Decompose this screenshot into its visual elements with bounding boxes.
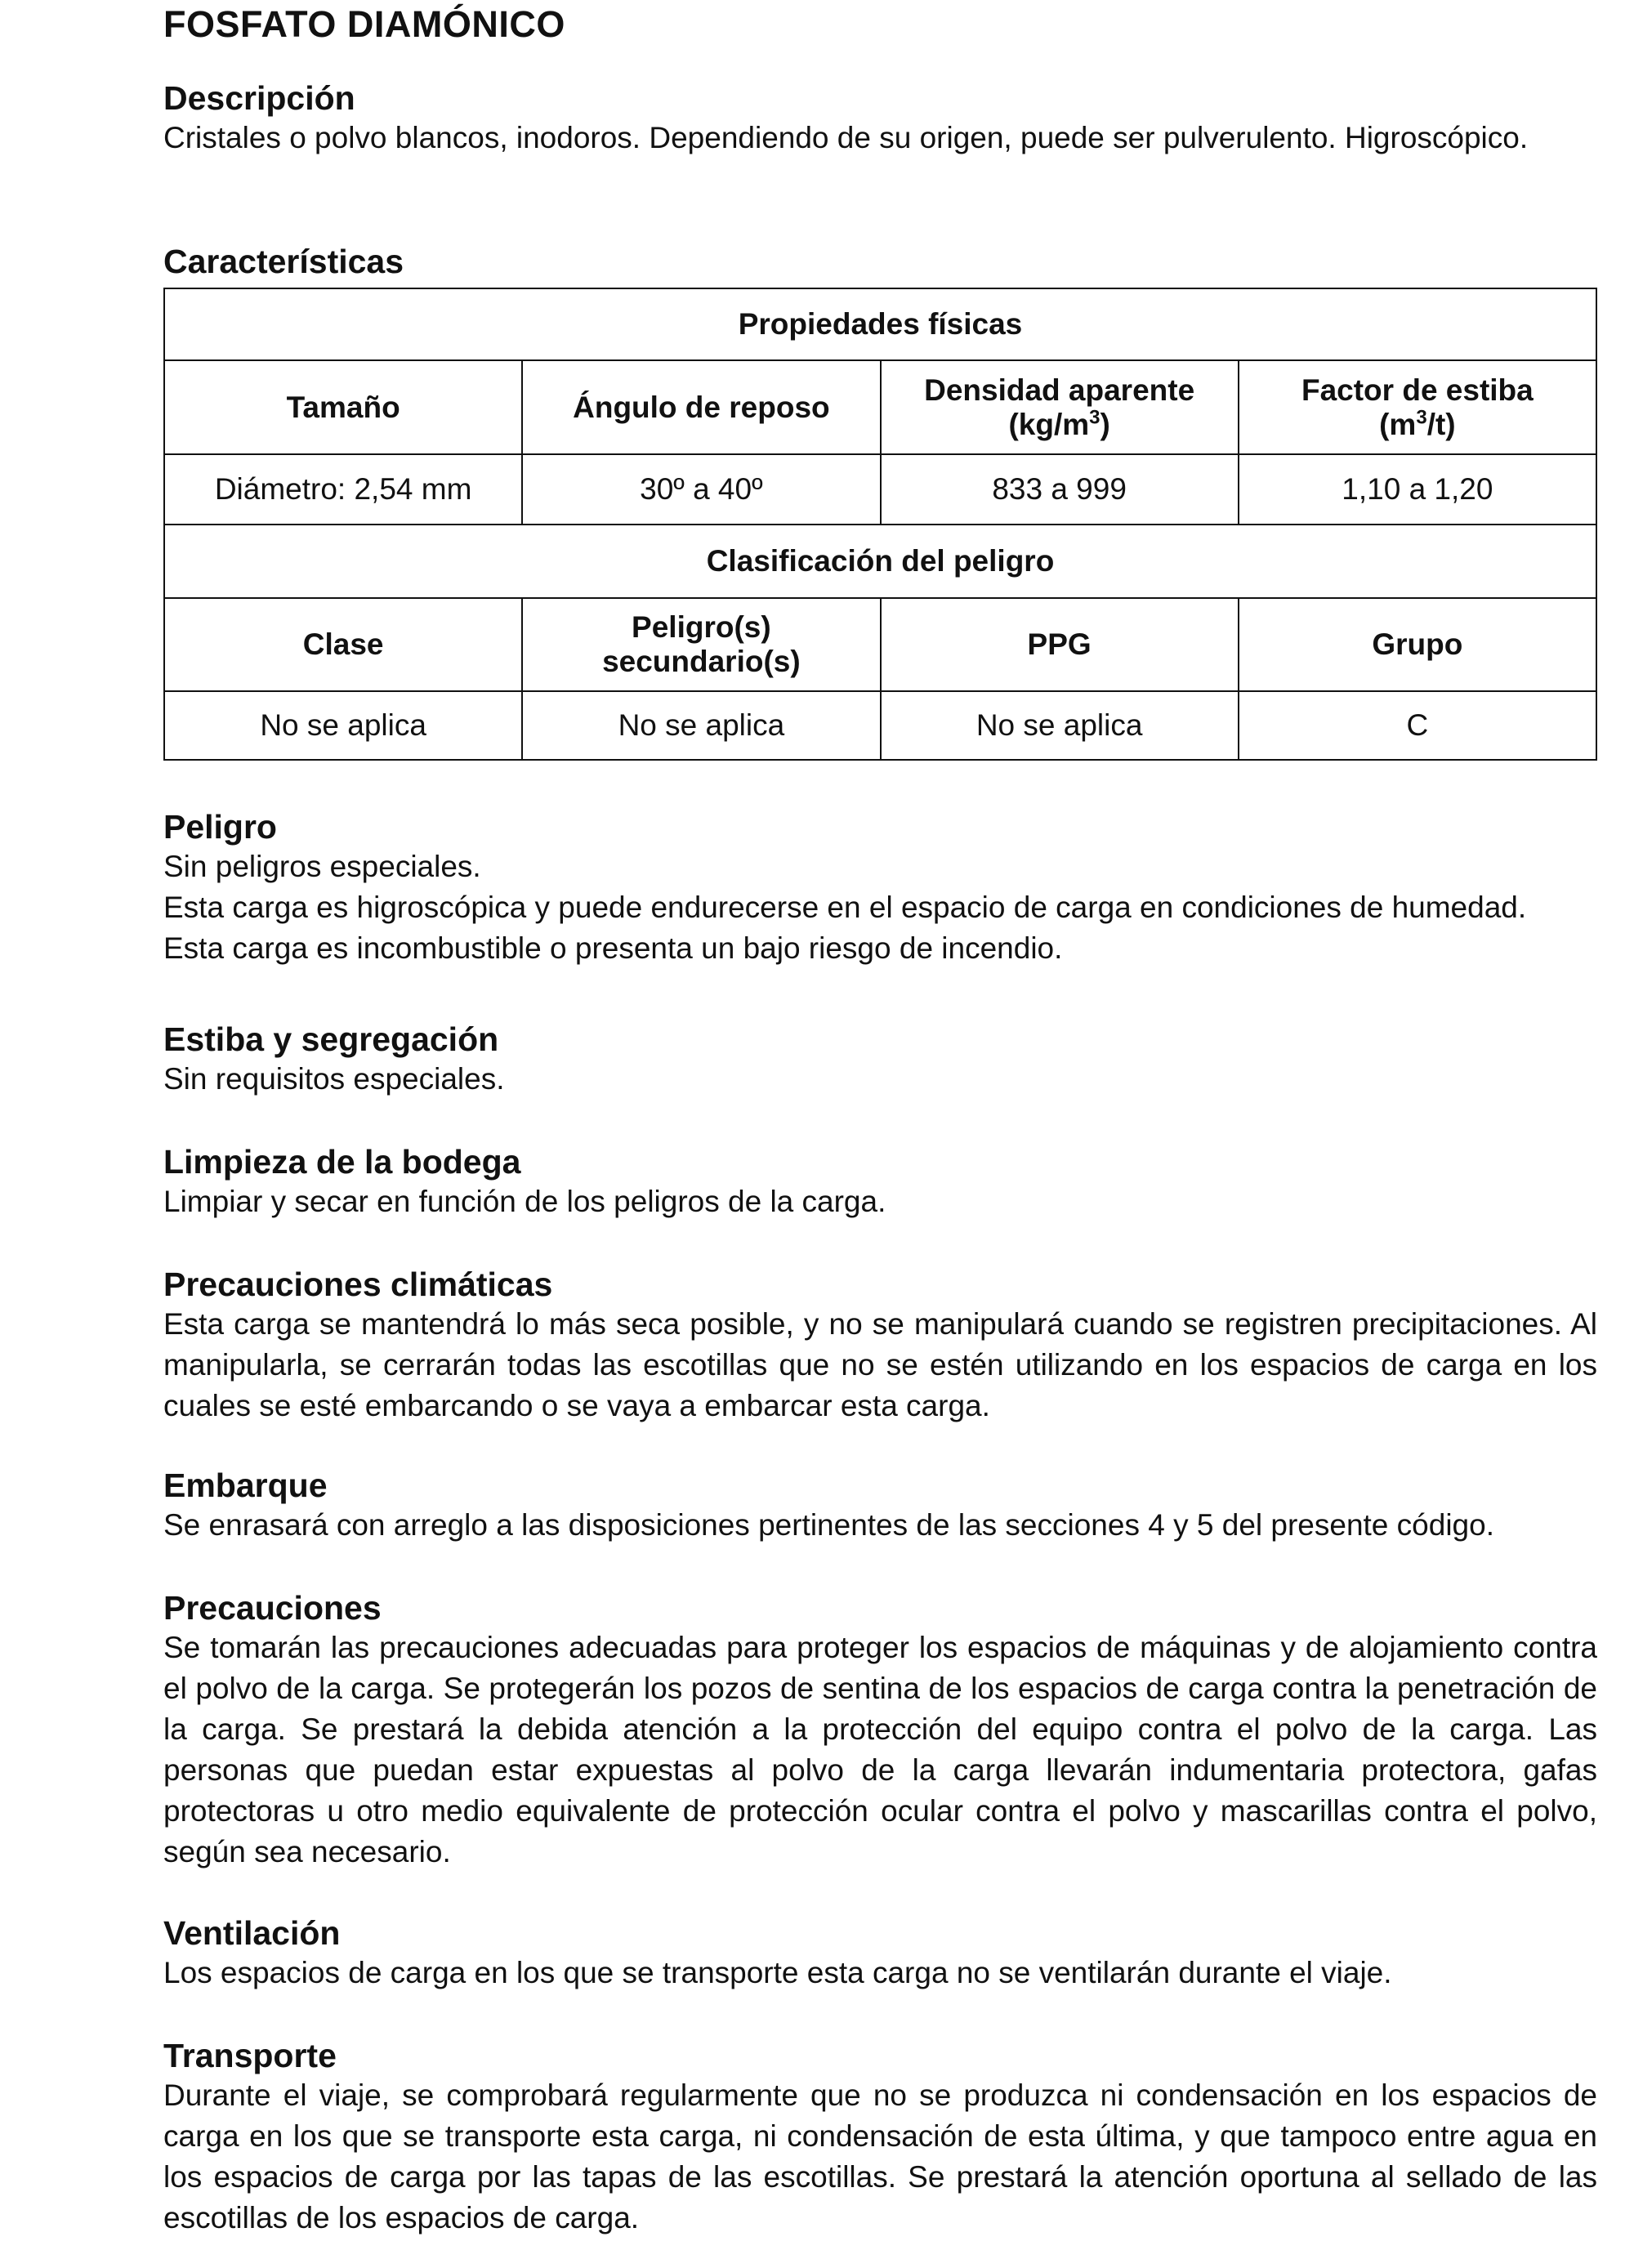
value-secondary: No se aplica xyxy=(522,691,880,760)
section-text: Durante el viaje, se comprobará regularmente que no se produzca ni condensación en los espacios de carga en los que se transporte esta carga, ni condensación de esta última, y que tampoco entre agua en los espacios de carga por las tapas de las escotillas. Se prestará la atención oportuna al sellado de las escotillas de los espacios de carga. xyxy=(163,2078,1597,2235)
document-title: FOSFATO DIAMÓNICO xyxy=(163,3,565,45)
section-transporte xyxy=(163,2036,1597,2239)
section-line: Sin peligros especiales. xyxy=(163,850,481,883)
col-class-header: Clase xyxy=(164,598,522,691)
section-text: Los espacios de carga en los que se transporte esta carga no se ventilarán durante el viaje. xyxy=(163,1956,1392,1989)
section-heading: Estiba y segregación xyxy=(163,1020,499,1058)
section-text: Limpiar y secar en función de los peligros de la carga. xyxy=(163,1185,886,1218)
characteristics-table xyxy=(163,288,1597,761)
section-line: Esta carga es higroscópica y puede endurecerse en el espacio de carga en condiciones de humedad. xyxy=(163,891,1527,924)
section-heading: Precauciones climáticas xyxy=(163,1266,553,1303)
section-text: Se tomarán las precauciones adecuadas para proteger los espacios de máquinas y de alojamiento contra el polvo de la carga. Se protegerán los pozos de sentina de los espacios de carga contra la penetración de la carga. Se prestará la debida atención a la protección del equipo contra el polvo de la carga. Las personas que puedan estar expuestas al polvo de la carga llevarán indumentaria protectora, gafas protectoras u otro medio equivalente de protección ocular contra el polvo y mascarillas contra el polvo, según sea necesario. xyxy=(163,1631,1597,1868)
section-heading: Peligro xyxy=(163,808,277,846)
value-group: C xyxy=(1239,691,1596,760)
section-text: Esta carga se mantendrá lo más seca posible, y no se manipulará cuando se registren precipitaciones. Al manipularla, se cerrarán todas las escotillas que no se estén utilizando en los espacios de carga en los cuales se esté embarcando o se vaya a embarcar esta carga. xyxy=(163,1307,1597,1422)
col-density-header xyxy=(881,360,1239,454)
hazard-classification-header: Clasificación del peligro xyxy=(164,525,1596,598)
section-peligro xyxy=(163,807,1597,969)
value-class: No se aplica xyxy=(164,691,522,760)
value-angle: 30º a 40º xyxy=(522,454,880,525)
section-heading: Ventilación xyxy=(163,1914,341,1952)
section-ventilacion xyxy=(163,1913,1597,1993)
section-heading: Embarque xyxy=(163,1467,328,1504)
section-text: Sin requisitos especiales. xyxy=(163,1062,505,1096)
section-limpieza xyxy=(163,1142,1597,1222)
col-group-header: Grupo xyxy=(1239,598,1596,691)
section-embarque xyxy=(163,1466,1597,1546)
stowage-label: Factor de estiba xyxy=(1301,373,1534,407)
section-precauciones-climaticas xyxy=(163,1265,1597,1426)
section-heading: Características xyxy=(163,243,404,280)
stowage-unit: $(m^3/t)$ xyxy=(1379,406,1456,441)
section-text: Se enrasará con arreglo a las disposiciones pertinentes de las secciones 4 y 5 del presente código. xyxy=(163,1508,1494,1542)
section-heading: Descripción xyxy=(163,79,355,117)
value-size: Diámetro: 2,54 mm xyxy=(164,454,522,525)
density-label: Densidad aparente xyxy=(924,373,1195,407)
density-unit: $(kg/m^3)$ xyxy=(1008,406,1110,441)
col-size-header: Tamaño xyxy=(164,360,522,454)
col-ppg-header: PPG xyxy=(881,598,1239,691)
section-heading: Transporte xyxy=(163,2037,337,2074)
section-line: Esta carga es incombustible o presenta un bajo riesgo de incendio. xyxy=(163,931,1063,965)
col-stowage-header xyxy=(1239,360,1596,454)
value-density: 833 a 999 xyxy=(881,454,1239,525)
value-ppg: No se aplica xyxy=(881,691,1239,760)
section-precauciones xyxy=(163,1588,1597,1873)
section-heading: Precauciones xyxy=(163,1589,382,1627)
section-caracteristicas xyxy=(163,242,1597,281)
value-stowage: 1,10 a 1,20 xyxy=(1239,454,1596,525)
section-text: Cristales o polvo blancos, inodoros. Dependiendo de su origen, puede ser pulverulento. Higroscópico. xyxy=(163,121,1529,154)
col-secondary-header: Peligro(s) secundario(s) xyxy=(522,598,880,691)
section-estiba xyxy=(163,1020,1597,1100)
section-descripcion xyxy=(163,78,1597,158)
section-heading: Limpieza de la bodega xyxy=(163,1143,521,1181)
col-angle-header: Ángulo de reposo xyxy=(522,360,880,454)
physical-properties-header: Propiedades físicas xyxy=(164,288,1596,360)
